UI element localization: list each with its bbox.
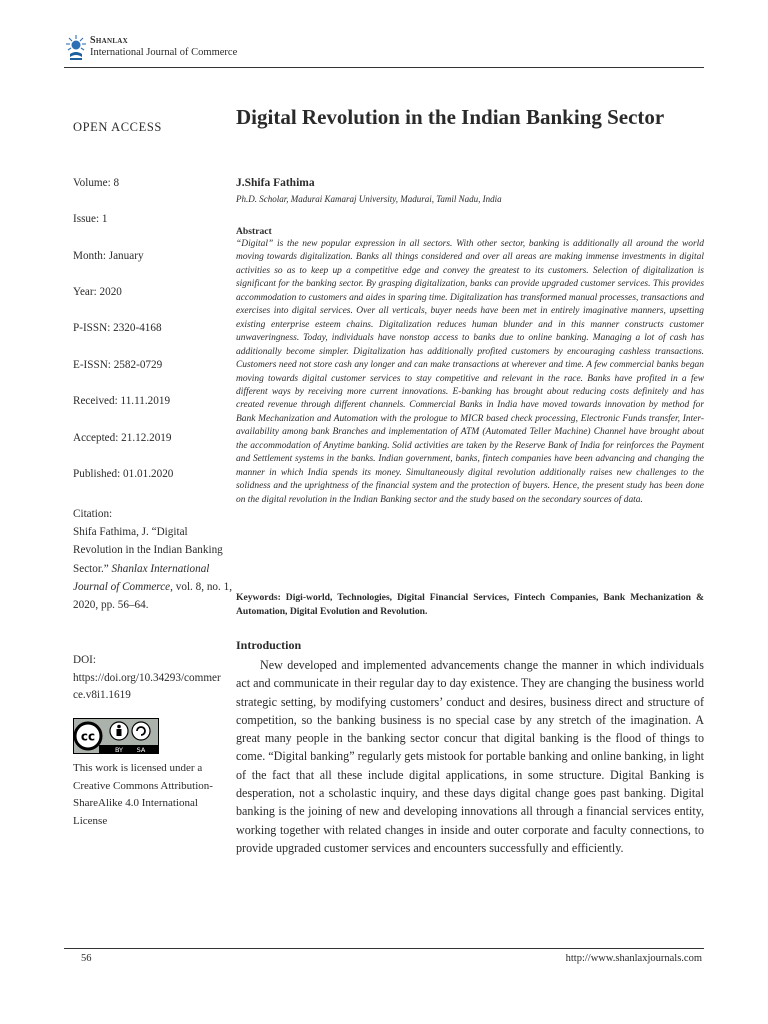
abstract-heading: Abstract xyxy=(236,226,272,237)
creative-commons-by-sa-icon[interactable] xyxy=(73,718,159,754)
svg-text:cc: cc xyxy=(80,729,96,744)
citation-text: Shifa Fathima, J. “Digital Revolution in the Indian Banking Sector.” xyxy=(73,526,223,575)
journal-website-link[interactable]: http://www.shanlaxjournals.com xyxy=(565,953,702,964)
doi-block xyxy=(73,652,223,705)
p-issn-info: P-ISSN: 2320-4168 xyxy=(73,322,162,334)
author-affiliation: Ph.D. Scholar, Madurai Kamaraj University, Madurai, Tamil Nadu, India xyxy=(236,194,502,204)
page-number: 56 xyxy=(81,953,92,964)
author-name: J.Shifa Fathima xyxy=(236,177,315,189)
received-date: Received: 11.11.2019 xyxy=(73,395,171,407)
footer-divider xyxy=(64,948,704,949)
accepted-date: Accepted: 21.12.2019 xyxy=(73,432,172,444)
keywords-block xyxy=(236,591,704,618)
citation-journal: Shanlax International Journal of Commerce xyxy=(73,562,210,593)
header-divider xyxy=(64,67,704,68)
volume-info: Volume: 8 xyxy=(73,177,120,189)
month-info: Month: January xyxy=(73,250,144,262)
keywords-label: Keywords: xyxy=(236,592,281,603)
shanlax-logo-icon xyxy=(64,32,88,62)
year-info: Year: 2020 xyxy=(73,286,122,298)
introduction-heading: Introduction xyxy=(236,638,302,652)
license-statement: This work is licensed under a Creative Commons Attribution-ShareAlike 4.0 International License xyxy=(73,762,213,827)
published-date: Published: 01.01.2020 xyxy=(73,468,174,480)
introduction-text: New developed and implemented advancements change the manner in which individuals act and communicate in their regular day to day existence. They are changing the business world strategic setting, by modifying customers’ conduct and desires, business direct and structure of competition, so the banking business is no special case by any stretch of the imagination. A great many people in the banking sector concur that digital banking is the flood of things to come. “Digital banking” regularly gets mistook for portable banking and online banking, in light of the fact that all these include digital applications, in some structure. Digital Banking is desperation, not a scholastic inquiry, and these days digital change goes past banking. Digital banking is the joining of new and developing innovations all through a financial services entity, working together with related changes in inside and outer corporate and faculty connections, to provide upgraded customer services and encounters successfully and efficiently. xyxy=(236,658,704,855)
citation-details: , vol. 8, no. 1, 2020, pp. 56–64. xyxy=(73,580,232,612)
keywords-list: Digi-world, Technologies, Digital Financial Services, Fintech Companies, Bank Mechanization & Automation, Digital Evolution and Revolution. xyxy=(236,592,704,617)
publisher-name: Shanlax xyxy=(90,35,128,46)
issue-info: Issue: 1 xyxy=(73,213,108,225)
citation-label: Citation: xyxy=(73,508,113,520)
open-access-label: OPEN ACCESS xyxy=(73,120,162,134)
cc-sa-label: SA xyxy=(136,746,146,754)
journal-name: International Journal of Commerce xyxy=(90,47,238,58)
cc-by-label: BY xyxy=(114,746,124,754)
citation-block xyxy=(73,505,233,614)
journal-header xyxy=(64,32,237,66)
article-title: Digital Revolution in the Indian Banking Sector xyxy=(236,105,665,129)
doi-link[interactable]: https://doi.org/10.34293/commerce.v8i1.1619 xyxy=(73,671,221,701)
e-issn-info: E-ISSN: 2582-0729 xyxy=(73,359,163,371)
abstract-text: “Digital” is the new popular expression in all sectors. With other sector, banking is additionally all around the world moving towards digitalization. Banks all things considered and over all areas are making immense investments in digital activities so as to keep up a competitive edge and convey the greatest to its customers. Selection of digitalization is significant for the banking sector. By grasping digitalization, banks can provide upgraded customer services. This provides accommodation to customers and aides in sparing time. Digitalization has transformed manual processes, transactions and exercises into digital services. Over all verticals, buyer needs have been met in entirely imaginative manners, upsetting existing enterprise esteem chains. Digitalization reduces human blunder and in this manner constructs customer unwaveringness. Today, individuals have nonstop access to banks due to online banking. Managing a lot of cash has additionally become simpler. Digitalization has additionally profited customers by encouraging cashless transactions. Customers need not store cash any longer and can make transactions at wherever and time. A few commercial banks began moving towards digital customer services to stay competitive and relevant in the race. Banks have profited in a few different ways by receiving more current innovations. E-banking has brought about reducing costs definitely and has created revenue through different channels. Commercial Banks in India have moved towards innovation by method for Bank Mechanization and Automation with the prologue to MICR based check processing, Electronic Funds transfer, Inter-availability among bank Branches and implementation of ATM (Automated Teller Machine) Channel have brought about the accommodation of Anytime banking. Solid activities are taken by the Reserve Bank of India for reinforces the Payment and Settlement systems in the banks. Indian government, banks, fintech companies have been advancing and changing the manner in which India spends its money. Simultaneously digital revolution additionally raises new challenges to the solidness and the uprightness of the financial system and the protection of buyers. Hence, the present study has been done on the digital revolution in the Indian Banking sector and the study based on the secondary sources of data. xyxy=(236,239,704,505)
doi-label: DOI: xyxy=(73,654,96,666)
